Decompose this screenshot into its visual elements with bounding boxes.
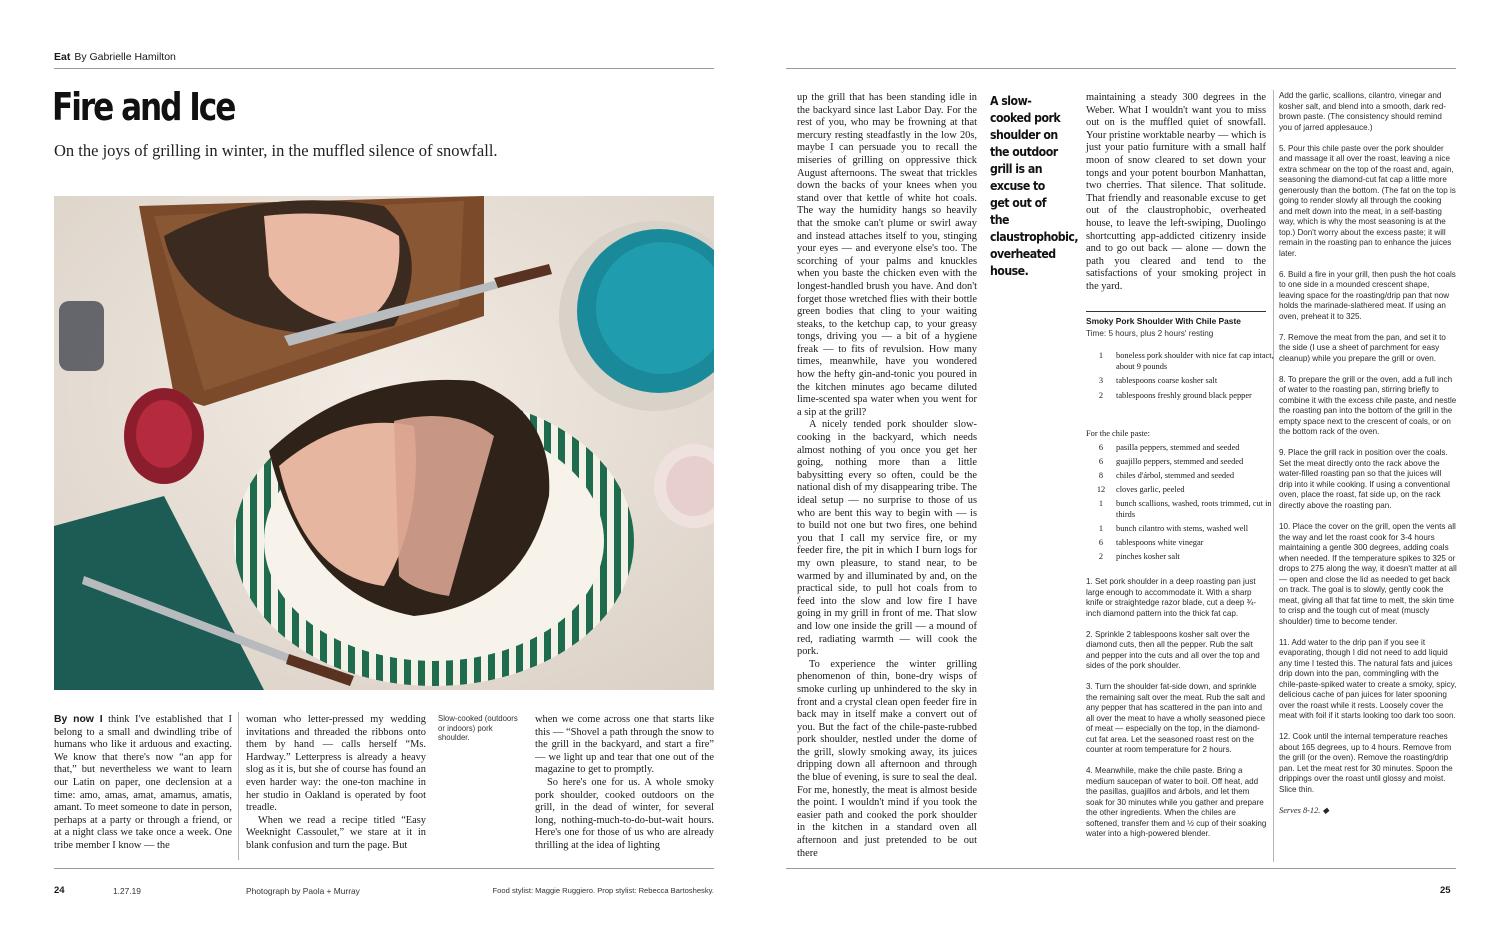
recipe-step: 2. Sprinkle 2 tablespoons kosher salt over the diamond cuts, then all the pepper. Rub the salt and pepper into the cuts and all over the top and sides of the pork shoulder. — [1086, 629, 1260, 671]
col3-paragraph-2: So here's one for us. A whole smoky pork shoulder, cooked outdoors on the grill, in the dead of winter, for several long, nothing-much-to-do-but-wait hours. Here's one for those of us who are already thrilling at the idea of lighting — [535, 776, 714, 851]
recipe-step: 7. Remove the meat from the pan, and set it to the side (I use a sheet of parchment for easy cleanup) while you prepare the grill or oven. — [1279, 332, 1446, 363]
footer-rule-left — [54, 868, 714, 869]
recipe-step: 12. Cook until the internal temperature reaches about 165 degrees, up to 4 hours. Remove from the grill (or the oven). Remove the roasting/drip pan. Let the meat rest for 30 minutes. Spoon the drippings over the roast until glossy and moist. Slice thin. — [1279, 732, 1453, 794]
chile-ingredient-item: 1 bunch scallions, washed, roots trimmed, cut in thirds — [1098, 499, 1272, 519]
recipe-title: Smoky Pork Shoulder With Chile Paste — [1086, 316, 1241, 326]
photo-grilled-pork — [54, 196, 714, 690]
photo-illustration — [54, 196, 714, 690]
page-number-right: 25 — [1440, 885, 1451, 896]
recipe-step: 9. Place the grill rack in position over the coals. Set the meat directly onto the rack above the water-filled roasting pan so that the juices will drip into it while cooking. If using a conventional oven, place the roast, fat side up, on the rack directly above the roasting pan. — [1279, 448, 1450, 510]
recipe-step: 6. Build a fire in your grill, then push the hot coals to one side in a mounded crescent shape, leaving space for the roasting/drip pan that now holds the marinade-slathered meat. If using an oven, preheat it to 325. — [1279, 269, 1456, 321]
col5-paragraph-1: maintaining a steady 300 degrees in the Weber. What I wouldn't want you to miss out on is the muffled quiet of snowfall. Your pristine worktable nearby — which is just your patio furniture with a small half moon of snow cleared to set down your tongs and your potent bourbon Manhattan, two cherries. That silence. That solitude. That friendly and reasonable excuse to get out of the claustrophobic, overheated house, to leave the left-swiping, Duolingo shortcutting app-addicted citizenry inside and to go out back — alone — down the path you cleared and tend to the satisfactions of your smoking project in the yard. — [1086, 92, 1266, 292]
header-rule-right — [786, 68, 1456, 69]
recipe-steps-column-1 — [1086, 577, 1268, 850]
chile-ingredient-item: 6 tablespoons white vinegar — [1098, 538, 1204, 547]
header-rule-left — [54, 68, 714, 69]
chile-ingredient-item: 6 pasilla peppers, stemmed and seeded — [1098, 443, 1240, 452]
column-divider — [238, 712, 239, 860]
recipe-step: 8. To prepare the grill or the oven, add a full inch of water to the roasting pan, stirring briefly to combine it with the excess chile paste, and nestle the roasting pan into the bottom of the grill in the empty space next to the crescent of coals, or on the bottom rack of the oven. — [1279, 374, 1457, 437]
recipe-time: Time: 5 hours, plus 2 hours' resting — [1086, 329, 1214, 338]
col4-paragraph-2: A nicely tended pork shoulder slow-cooking in the backyard, which needs almost nothing of you once you get her going, nothing more than a little babysitting every so often, could be the national dish of my disappearing tribe. The ideal setup — no surprise to those of us who are bent this way to begin with — is to build not one but two fires, one behind you that I call my service fire, or my feeder fire, the pit in which I burn logs for my own pleasure, to stand near, to be warmed by and illuminated by and, on the practical side, to pull hot coals from to feed into the slow and low fire I have going in my grill in front of me. That slow and low one inside the grill — a mound of red, radiating warmth — will cook the pork. — [797, 419, 977, 658]
recipe-step: 3. Turn the shoulder fat-side down, and sprinkle the remaining salt over the meat. Rub the salt and any pepper that has scattered in the pan into and all over the meat to have a wholly seasoned piece of meat — especially on the top, in the diamond-cut fat area. Let the seasoned roast rest on the counter at room temperature for 2 hours. — [1086, 682, 1266, 755]
recipe-step: 11. Add water to the drip pan if you see it evaporating, though I did not need to add liquid any time I tested this. The natural fats and juices drip down into the pan, commingling with the chile-paste-spiked water to create a smoky, spicy, delicious cache of pan juices for later spooning over the roast while it rests. Loosely cover the meat with foil if it starts looking too dark too soon. — [1279, 637, 1457, 721]
body-column-2 — [246, 714, 426, 853]
body-column-5 — [1086, 92, 1266, 294]
recipe-step: Add the garlic, scallions, cilantro, vinegar and kosher salt, and blend into a smooth, dark red-brown paste. (The consistency should remind you of jarred applesauce.) — [1279, 91, 1446, 132]
body-column-1 — [54, 714, 232, 853]
chile-paste-heading: For the chile paste: — [1086, 429, 1150, 438]
col4-paragraph-1: up the grill that has been standing idle in the backyard since last Labor Day. For the rest of you, who may be frowning at that mercury resting steadfastly in the low 20s, maybe I can persuade you to recall the miseries of grilling on oppressive thick August afternoons. The sweat that trickles down the backs of your knees when you stand over that kettle of white hot coals. The way the humidity hangs so heavily that the smoke can't plume or swirl away and instead attaches itself to you, stinging your eyes — and everyone else's too. The scorching of your palms and knuckles when you baste the chicken even with the longest-handled brush you have. And don't forget those wretched flies with their bottle green bodies that cling to your waiting steaks, to the ketchup cap, to your greasy tongs, driving you — a bit of a hygiene freak — to fits of revulsion. How many times, meanwhile, have you wondered how the hefty gin-and-tonic you poured in the kitchen minutes ago became diluted lime-scented spa water when you went for a sip at the grill? — [797, 92, 977, 418]
recipe-step: 5. Pour this chile paste over the pork shoulder and massage it all over the roast, leaving a nice extra schmear on the top of the roast and, again, seasoning the diamond-cut fat cap a little more generously than the bottom. (The fat on the top is going to render slowly all through the cooking and melt down into the meat, in a self-basting way, which is why the most seasoning is at the top.) Don't worry about the excess paste; it will remain in the roasting pan to enhance the juices later. — [1279, 143, 1456, 258]
body-column-3 — [535, 714, 714, 853]
serves-note: Serves 8-12. ◆ — [1279, 805, 1329, 815]
recipe-step: 4. Meanwhile, make the chile paste. Bring a medium saucepan of water to boil. Off heat, add the pasillas, guajillos and árbols, and let them soak for 30 minutes while you gather and prepare the other ingredients. When the chiles are softened, transfer them and ½ cup of their soaking water into a high-powered blender. — [1086, 766, 1267, 839]
recipe-steps-column-2 — [1279, 91, 1457, 816]
chile-ingredient-item: 6 guajillo peppers, stemmed and seeded — [1098, 457, 1244, 466]
ingredient-item: 2 tablespoons freshly ground black pepper — [1098, 391, 1252, 400]
col2-paragraph-2: When we read a recipe titled “Easy Weeknight Cassoulet,” we stare at it in blank confusion and turn the page. But — [246, 814, 426, 851]
chile-ingredient-item: 1 bunch cilantro with stems, washed well — [1098, 524, 1249, 533]
col3-paragraph-1: when we come across one that starts like this — “Shovel a path through the snow to the grill in the backyard, and start a fire” — we light up and tear that one out of the magazine to get to promptly. — [535, 714, 714, 776]
recipe-step: 1. Set pork shoulder in a deep roasting pan just large enough to accommodate it. With a sharp knife or straightedge razor blade, cut a deep ¾-inch diamond pattern into the thick fat cap. — [1086, 577, 1257, 618]
byline: By Gabrielle Hamilton — [74, 51, 176, 63]
col2-paragraph-1: woman who letter-pressed my wedding invitations and threaded the ribbons onto them by hand — calls herself “Ms. Hardway.” Letterpress is already a heavy slog as it is, but she of course has found an even harder way: the one-ton machine in her studio in Oakland is operated by foot treadle. — [246, 714, 426, 814]
pull-quote: A slow-cooked pork shoulder on the outdoor grill is an excuse to get out of the claustrophobic, overheated house. — [990, 93, 1079, 278]
section-header — [54, 51, 176, 63]
dek: On the joys of grilling in winter, in the muffled silence of snowfall. — [54, 141, 498, 160]
body-column-4 — [797, 92, 977, 860]
photo-caption: Slow-cooked (outdoors or indoors) pork shoulder. — [438, 714, 518, 743]
section-name: Eat — [54, 51, 71, 63]
ingredient-item: 3 tablespoons coarse kosher salt — [1098, 376, 1218, 385]
chile-ingredient-item: 12 cloves garlic, peeled — [1096, 485, 1185, 494]
recipe-rule — [1086, 311, 1266, 312]
page-number-left: 24 — [54, 885, 65, 896]
chile-ingredient-item: 2 pinches kosher salt — [1098, 552, 1180, 561]
recipe-step: 10. Place the cover on the grill, open the vents all the way and let the roast cook for 3-4 hours maintaining a gentle 300 degrees, adding coals when needed. If the temperature spikes to 325 or drops to 275 along the way, it doesn't matter at all — open and close the lid as needed to get back on track. The goal is to slowly, gently cook the meat, giving all that fat time to melt, the skin time to crisp and the tough cut of meat (muscly shoulder) time to become tender. — [1279, 522, 1457, 626]
col4-paragraph-3: To experience the winter grilling phenomenon of thin, bone-dry wisps of smoke curling up unhindered to the sky in front and a crystal clean open feeder fire in back may in itself make a convert out of you. But the fact of the chile-paste-rubbed pork shoulder, nestled under the dome of the grill, slowly smoking away, its juices dripping down all afternoon and through the blue of evening, is sure to seal the deal. For me, honestly, the meat is almost beside the point. I wouldn't mind if you took the easier path and cooked the pork shoulder in the kitchen in a standard oven all afternoon and just pretended to be out there — [797, 658, 977, 859]
stylist-credit: Food stylist: Maggie Ruggiero. Prop stylist: Rebecca Bartoshesky. — [492, 886, 714, 895]
col1-text: think I've established that I belong to a small and dwindling tribe of humans who like it arduous and exacting. We know that there's now “an app for that,” but nevertheless we want to learn our Latin on paper, one declension at a time: amo, amas, amat, amamus, amatis, amant. To meet someone to date in person, perhaps at a party or through a friend, or at a night class we take once a week. One tribe member I know — the — [54, 714, 232, 851]
chile-ingredient-item: 8 chiles d'árbol, stemmed and seeded — [1098, 471, 1235, 480]
lead-in: By now I — [54, 714, 103, 725]
headline: Fire and Ice — [52, 85, 235, 129]
footer-rule-right — [786, 868, 1456, 869]
issue-date: 1.27.19 — [113, 886, 141, 896]
ingredient-item: 1 boneless pork shoulder with nice fat cap intact, about 9 pounds — [1098, 351, 1274, 371]
photo-credit: Photograph by Paola + Murray — [246, 886, 360, 896]
